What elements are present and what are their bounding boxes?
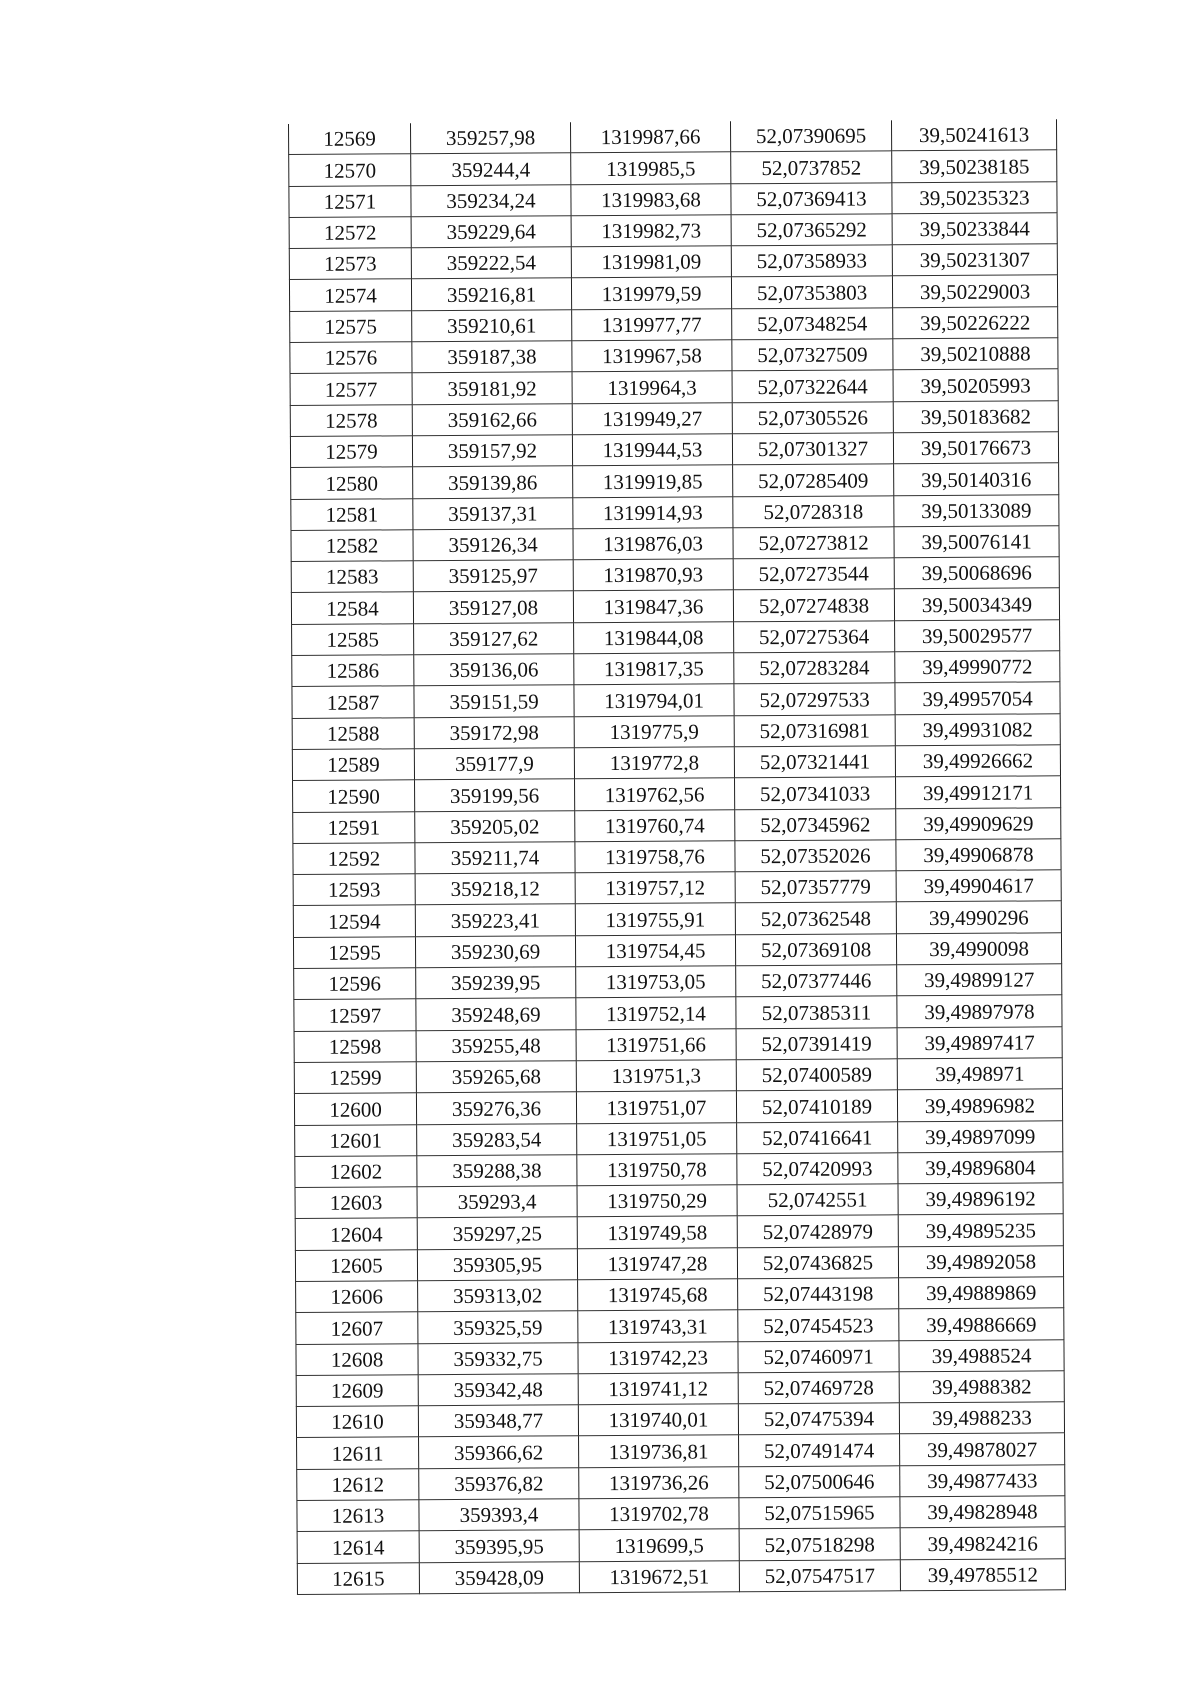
point-number-cell: 12573	[289, 248, 411, 280]
table-row	[294, 1058, 1062, 1094]
table-row	[296, 1308, 1064, 1344]
point-number-cell: 12586	[292, 655, 414, 687]
y-coordinate-cell: 1319844,08	[574, 622, 734, 654]
latitude-cell: 52,07273812	[733, 527, 894, 559]
y-coordinate-cell: 1319751,3	[576, 1060, 736, 1092]
y-coordinate-cell: 1319914,93	[573, 496, 733, 528]
table-row	[296, 1371, 1064, 1407]
x-coordinate-cell: 359218,12	[415, 873, 575, 905]
point-number-cell: 12589	[292, 749, 414, 781]
y-coordinate-cell: 1319672,51	[579, 1560, 739, 1592]
longitude-cell: 39,49897417	[897, 1026, 1062, 1058]
point-number-cell: 12607	[296, 1312, 418, 1344]
table-row	[291, 526, 1059, 562]
y-coordinate-cell: 1319751,05	[577, 1122, 737, 1154]
x-coordinate-cell: 359395,95	[419, 1530, 579, 1562]
latitude-cell: 52,07274838	[733, 589, 894, 621]
x-coordinate-cell: 359255,48	[416, 1029, 576, 1061]
longitude-cell: 39,49892058	[898, 1245, 1063, 1277]
latitude-cell: 52,07385311	[736, 996, 897, 1028]
y-coordinate-cell: 1319758,76	[575, 841, 735, 873]
latitude-cell: 52,07491474	[739, 1434, 900, 1466]
point-number-cell: 12577	[290, 373, 412, 405]
x-coordinate-cell: 359366,62	[419, 1436, 579, 1468]
point-number-cell: 12584	[291, 592, 413, 624]
latitude-cell: 52,07275364	[734, 621, 895, 653]
y-coordinate-cell: 1319747,28	[577, 1247, 737, 1279]
longitude-cell: 39,50029577	[895, 620, 1060, 652]
latitude-cell: 52,07460971	[738, 1340, 899, 1372]
point-number-cell: 12612	[297, 1468, 419, 1500]
longitude-cell: 39,50076141	[894, 526, 1059, 558]
y-coordinate-cell: 1319981,09	[571, 246, 731, 278]
longitude-cell: 39,49897099	[898, 1120, 1063, 1152]
table-row	[295, 1120, 1063, 1156]
point-number-cell: 12585	[292, 623, 414, 655]
x-coordinate-cell: 359265,68	[416, 1061, 576, 1093]
longitude-cell: 39,4990098	[896, 933, 1061, 965]
table-row	[295, 1245, 1063, 1281]
x-coordinate-cell: 359151,59	[414, 685, 574, 717]
longitude-cell: 39,49912171	[896, 776, 1061, 808]
longitude-cell: 39,49909629	[896, 807, 1061, 839]
table-row	[294, 964, 1062, 1000]
x-coordinate-cell: 359283,54	[417, 1123, 577, 1155]
longitude-cell: 39,50235323	[892, 181, 1057, 213]
latitude-cell: 52,07391419	[736, 1027, 897, 1059]
longitude-cell: 39,50210888	[893, 338, 1058, 370]
longitude-cell: 39,50226222	[893, 307, 1058, 339]
y-coordinate-cell: 1319775,9	[574, 715, 734, 747]
y-coordinate-cell: 1319750,29	[577, 1185, 737, 1217]
y-coordinate-cell: 1319772,8	[574, 747, 734, 779]
x-coordinate-cell: 359137,31	[413, 497, 573, 529]
longitude-cell: 39,49906878	[896, 839, 1061, 871]
y-coordinate-cell: 1319876,03	[573, 528, 733, 560]
table-row	[290, 369, 1058, 405]
longitude-cell: 39,4988233	[899, 1402, 1064, 1434]
y-coordinate-cell: 1319757,12	[575, 872, 735, 904]
table-row	[290, 400, 1058, 436]
latitude-cell: 52,07390695	[730, 120, 891, 152]
table-row	[297, 1527, 1065, 1563]
latitude-cell: 52,07285409	[733, 464, 894, 496]
x-coordinate-cell: 359239,95	[416, 967, 576, 999]
y-coordinate-cell: 1319702,78	[579, 1498, 739, 1530]
longitude-cell: 39,50229003	[892, 275, 1057, 307]
x-coordinate-cell: 359222,54	[411, 247, 571, 279]
point-number-cell: 12598	[294, 1030, 416, 1062]
longitude-cell: 39,50068696	[894, 557, 1059, 589]
latitude-cell: 52,0728318	[733, 495, 894, 527]
latitude-cell: 52,07358933	[731, 245, 892, 277]
y-coordinate-cell: 1319982,73	[571, 215, 731, 247]
x-coordinate-cell: 359257,98	[410, 122, 570, 154]
latitude-cell: 52,07353803	[731, 276, 892, 308]
table-row	[289, 150, 1057, 186]
point-number-cell: 12597	[294, 999, 416, 1031]
latitude-cell: 52,07365292	[731, 214, 892, 246]
x-coordinate-cell: 359125,97	[413, 560, 573, 592]
latitude-cell: 52,07515965	[739, 1497, 900, 1529]
point-number-cell: 12611	[297, 1437, 419, 1469]
x-coordinate-cell: 359428,09	[419, 1561, 579, 1593]
table-row	[297, 1496, 1065, 1532]
y-coordinate-cell: 1319699,5	[579, 1529, 739, 1561]
x-coordinate-cell: 359234,24	[411, 184, 571, 216]
table-row	[289, 213, 1057, 249]
longitude-cell: 39,49896192	[898, 1183, 1063, 1215]
latitude-cell: 52,07416641	[737, 1121, 898, 1153]
point-number-cell: 12592	[293, 843, 415, 875]
longitude-cell: 39,4988524	[899, 1339, 1064, 1371]
longitude-cell: 39,4990296	[896, 901, 1061, 933]
x-coordinate-cell: 359205,02	[415, 810, 575, 842]
longitude-cell: 39,49878027	[900, 1433, 1065, 1465]
table-row	[291, 588, 1059, 624]
point-number-cell: 12575	[290, 311, 412, 343]
longitude-cell: 39,49785512	[900, 1558, 1065, 1590]
y-coordinate-cell: 1319794,01	[574, 684, 734, 716]
table-row	[295, 1183, 1063, 1219]
longitude-cell: 39,50233844	[892, 213, 1057, 245]
y-coordinate-cell: 1319977,77	[572, 309, 732, 341]
point-number-cell: 12613	[297, 1500, 419, 1532]
y-coordinate-cell: 1319985,5	[571, 152, 731, 184]
longitude-cell: 39,49957054	[895, 682, 1060, 714]
latitude-cell: 52,0737852	[731, 151, 892, 183]
table-row	[294, 995, 1062, 1031]
table-row	[293, 933, 1061, 969]
latitude-cell: 52,07362548	[735, 902, 896, 934]
latitude-cell: 52,07301327	[732, 433, 893, 465]
point-number-cell: 12600	[294, 1093, 416, 1125]
longitude-cell: 39,49897978	[897, 995, 1062, 1027]
latitude-cell: 52,07352026	[735, 840, 896, 872]
table-row	[297, 1558, 1065, 1594]
table-row	[289, 119, 1057, 154]
table-row	[290, 338, 1058, 374]
point-number-cell: 12593	[293, 874, 415, 906]
point-number-cell: 12571	[289, 185, 411, 217]
longitude-cell: 39,50176673	[893, 432, 1058, 464]
table-row	[290, 432, 1058, 468]
latitude-cell: 52,07341033	[735, 777, 896, 809]
x-coordinate-cell: 359230,69	[415, 935, 575, 967]
table-row	[297, 1465, 1065, 1501]
table-row	[289, 181, 1057, 217]
latitude-cell: 52,07547517	[739, 1559, 900, 1591]
y-coordinate-cell: 1319751,07	[576, 1091, 736, 1123]
table-row	[292, 745, 1060, 781]
table-row	[294, 1026, 1062, 1062]
latitude-cell: 52,07454523	[738, 1309, 899, 1341]
x-coordinate-cell: 359181,92	[412, 372, 572, 404]
point-number-cell: 12569	[289, 123, 411, 155]
table-row	[293, 901, 1061, 937]
table-row	[293, 776, 1061, 812]
point-number-cell: 12595	[293, 936, 415, 968]
x-coordinate-cell: 359139,86	[413, 466, 573, 498]
x-coordinate-cell: 359348,77	[418, 1405, 578, 1437]
point-number-cell: 12602	[295, 1156, 417, 1188]
x-coordinate-cell: 359172,98	[414, 716, 574, 748]
latitude-cell: 52,07436825	[737, 1246, 898, 1278]
latitude-cell: 52,07273544	[733, 558, 894, 590]
longitude-cell: 39,50231307	[892, 244, 1057, 276]
latitude-cell: 52,07500646	[739, 1466, 900, 1498]
longitude-cell: 39,49889869	[899, 1277, 1064, 1309]
x-coordinate-cell: 359305,95	[417, 1248, 577, 1280]
x-coordinate-cell: 359376,82	[419, 1468, 579, 1500]
y-coordinate-cell: 1319919,85	[573, 465, 733, 497]
point-number-cell: 12591	[293, 811, 415, 843]
longitude-cell: 39,49877433	[900, 1465, 1065, 1497]
point-number-cell: 12615	[297, 1562, 419, 1594]
latitude-cell: 52,07428979	[737, 1215, 898, 1247]
table-row	[291, 463, 1059, 499]
x-coordinate-cell: 359276,36	[416, 1092, 576, 1124]
longitude-cell: 39,49899127	[897, 964, 1062, 996]
x-coordinate-cell: 359325,59	[418, 1311, 578, 1343]
y-coordinate-cell: 1319979,59	[571, 277, 731, 309]
y-coordinate-cell: 1319967,58	[572, 340, 732, 372]
table-row	[289, 244, 1057, 280]
point-number-cell: 12599	[294, 1062, 416, 1094]
latitude-cell: 52,07348254	[732, 308, 893, 340]
table-row	[292, 620, 1060, 656]
latitude-cell: 52,07297533	[734, 683, 895, 715]
latitude-cell: 52,07322644	[732, 370, 893, 402]
point-number-cell: 12605	[295, 1249, 417, 1281]
latitude-cell: 52,07357779	[735, 871, 896, 903]
x-coordinate-cell: 359177,9	[414, 748, 574, 780]
x-coordinate-cell: 359136,06	[414, 654, 574, 686]
latitude-cell: 52,07345962	[735, 808, 896, 840]
y-coordinate-cell: 1319755,91	[575, 903, 735, 935]
point-number-cell: 12596	[294, 968, 416, 1000]
latitude-cell: 52,07443198	[738, 1278, 899, 1310]
table-row	[293, 870, 1061, 906]
table-row	[292, 651, 1060, 687]
y-coordinate-cell: 1319752,14	[576, 997, 736, 1029]
x-coordinate-cell: 359216,81	[411, 278, 571, 310]
table-row	[291, 494, 1059, 530]
longitude-cell: 39,50183682	[893, 400, 1058, 432]
point-number-cell: 12614	[297, 1531, 419, 1563]
x-coordinate-cell: 359248,69	[416, 998, 576, 1030]
point-number-cell: 12610	[296, 1406, 418, 1438]
longitude-cell: 39,50133089	[894, 494, 1059, 526]
x-coordinate-cell: 359187,38	[412, 341, 572, 373]
x-coordinate-cell: 359199,56	[415, 779, 575, 811]
x-coordinate-cell: 359229,64	[411, 216, 571, 248]
latitude-cell: 52,07369413	[731, 182, 892, 214]
y-coordinate-cell: 1319741,12	[578, 1373, 738, 1405]
latitude-cell: 52,07400589	[736, 1059, 897, 1091]
coordinates-table	[288, 119, 1066, 1595]
y-coordinate-cell: 1319762,56	[575, 778, 735, 810]
longitude-cell: 39,498971	[897, 1058, 1062, 1090]
table-row	[296, 1339, 1064, 1375]
table-row	[295, 1214, 1063, 1250]
longitude-cell: 39,49926662	[895, 745, 1060, 777]
latitude-cell: 52,07283284	[734, 652, 895, 684]
y-coordinate-cell: 1319753,05	[576, 966, 736, 998]
table-row	[294, 1089, 1062, 1125]
point-number-cell: 12583	[291, 561, 413, 593]
longitude-cell: 39,50238185	[892, 150, 1057, 182]
table-row	[293, 807, 1061, 843]
y-coordinate-cell: 1319736,81	[579, 1435, 739, 1467]
point-number-cell: 12581	[291, 498, 413, 530]
point-number-cell: 12578	[290, 404, 412, 436]
y-coordinate-cell: 1319745,68	[578, 1279, 738, 1311]
table-row	[290, 307, 1058, 343]
latitude-cell: 52,07410189	[736, 1090, 897, 1122]
longitude-cell: 39,50205993	[893, 369, 1058, 401]
point-number-cell: 12572	[289, 217, 411, 249]
table-row	[292, 713, 1060, 749]
x-coordinate-cell: 359223,41	[415, 904, 575, 936]
longitude-cell: 39,49886669	[899, 1308, 1064, 1340]
table-row	[296, 1277, 1064, 1313]
point-number-cell: 12594	[293, 905, 415, 937]
x-coordinate-cell: 359127,62	[414, 623, 574, 655]
point-number-cell: 12587	[292, 686, 414, 718]
point-number-cell: 12609	[296, 1375, 418, 1407]
longitude-cell: 39,49896982	[897, 1089, 1062, 1121]
table-row	[296, 1402, 1064, 1438]
point-number-cell: 12606	[296, 1281, 418, 1313]
x-coordinate-cell: 359288,38	[417, 1155, 577, 1187]
y-coordinate-cell: 1319760,74	[575, 809, 735, 841]
y-coordinate-cell: 1319742,23	[578, 1341, 738, 1373]
point-number-cell: 12582	[291, 530, 413, 562]
y-coordinate-cell: 1319847,36	[573, 590, 733, 622]
point-number-cell: 12603	[295, 1187, 417, 1219]
longitude-cell: 39,49990772	[895, 651, 1060, 683]
x-coordinate-cell: 359157,92	[412, 435, 572, 467]
latitude-cell: 52,07420993	[737, 1153, 898, 1185]
y-coordinate-cell: 1319754,45	[575, 935, 735, 967]
point-number-cell: 12580	[291, 467, 413, 499]
point-number-cell: 12601	[295, 1124, 417, 1156]
point-number-cell: 12590	[293, 780, 415, 812]
x-coordinate-cell: 359332,75	[418, 1342, 578, 1374]
longitude-cell: 39,49896804	[898, 1152, 1063, 1184]
latitude-cell: 52,07327509	[732, 339, 893, 371]
x-coordinate-cell: 359393,4	[419, 1499, 579, 1531]
x-coordinate-cell: 359162,66	[412, 403, 572, 435]
longitude-cell: 39,49931082	[895, 713, 1060, 745]
y-coordinate-cell: 1319983,68	[571, 183, 731, 215]
latitude-cell: 52,07518298	[739, 1528, 900, 1560]
longitude-cell: 39,50241613	[891, 119, 1056, 151]
latitude-cell: 52,07316981	[734, 714, 895, 746]
point-number-cell: 12588	[292, 717, 414, 749]
longitude-cell: 39,49828948	[900, 1496, 1065, 1528]
latitude-cell: 52,07305526	[732, 401, 893, 433]
longitude-cell: 39,49895235	[898, 1214, 1063, 1246]
table-row	[293, 839, 1061, 875]
point-number-cell: 12608	[296, 1343, 418, 1375]
y-coordinate-cell: 1319987,66	[570, 121, 730, 153]
longitude-cell: 39,4988382	[899, 1371, 1064, 1403]
x-coordinate-cell: 359127,08	[413, 591, 573, 623]
table-row	[292, 682, 1060, 718]
x-coordinate-cell: 359244,4	[411, 153, 571, 185]
x-coordinate-cell: 359313,02	[418, 1280, 578, 1312]
x-coordinate-cell: 359293,4	[417, 1186, 577, 1218]
longitude-cell: 39,49824216	[900, 1527, 1065, 1559]
y-coordinate-cell: 1319944,53	[572, 434, 732, 466]
x-coordinate-cell: 359342,48	[418, 1374, 578, 1406]
latitude-cell: 52,07469728	[738, 1372, 899, 1404]
point-number-cell: 12579	[290, 436, 412, 468]
point-number-cell: 12574	[289, 279, 411, 311]
longitude-cell: 39,50140316	[894, 463, 1059, 495]
coordinates-table-body	[289, 119, 1066, 1594]
y-coordinate-cell: 1319743,31	[578, 1310, 738, 1342]
point-number-cell: 12570	[289, 154, 411, 186]
y-coordinate-cell: 1319964,3	[572, 371, 732, 403]
point-number-cell: 12604	[295, 1218, 417, 1250]
longitude-cell: 39,49904617	[896, 870, 1061, 902]
latitude-cell: 52,07321441	[734, 746, 895, 778]
latitude-cell: 52,07475394	[738, 1403, 899, 1435]
x-coordinate-cell: 359126,34	[413, 529, 573, 561]
latitude-cell: 52,07377446	[736, 965, 897, 997]
table-row	[297, 1433, 1065, 1469]
y-coordinate-cell: 1319870,93	[573, 559, 733, 591]
x-coordinate-cell: 359210,61	[412, 310, 572, 342]
y-coordinate-cell: 1319949,27	[572, 402, 732, 434]
latitude-cell: 52,07369108	[735, 934, 896, 966]
y-coordinate-cell: 1319817,35	[574, 653, 734, 685]
table-row	[295, 1152, 1063, 1188]
latitude-cell: 52,0742551	[737, 1184, 898, 1216]
table-row	[291, 557, 1059, 593]
y-coordinate-cell: 1319751,66	[576, 1028, 736, 1060]
x-coordinate-cell: 359211,74	[415, 842, 575, 874]
y-coordinate-cell: 1319736,26	[579, 1467, 739, 1499]
point-number-cell: 12576	[290, 342, 412, 374]
x-coordinate-cell: 359297,25	[417, 1217, 577, 1249]
table-row	[289, 275, 1057, 311]
y-coordinate-cell: 1319740,01	[578, 1404, 738, 1436]
y-coordinate-cell: 1319749,58	[577, 1216, 737, 1248]
y-coordinate-cell: 1319750,78	[577, 1154, 737, 1186]
longitude-cell: 39,50034349	[894, 588, 1059, 620]
